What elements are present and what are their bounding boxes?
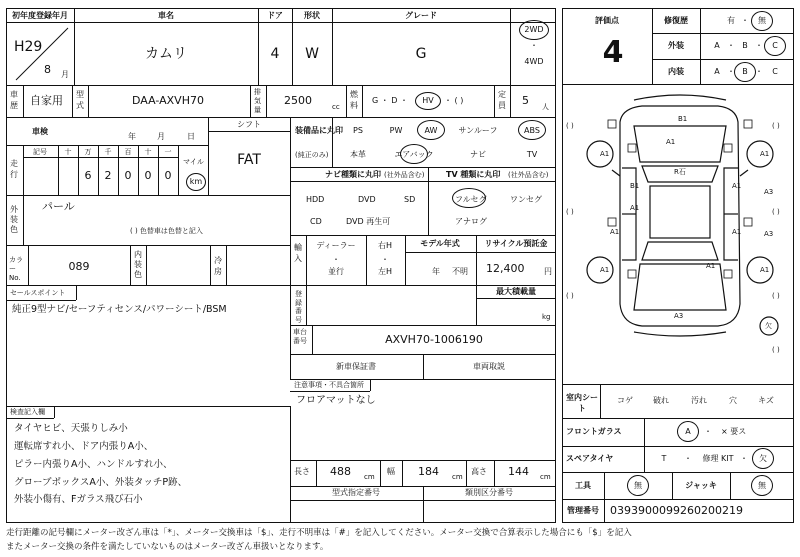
max-load-label: 最大積載量 <box>496 287 536 296</box>
management-label: 管理番号 <box>567 506 599 515</box>
sheet-tear: 破れ <box>653 396 669 405</box>
damage-mark: A1 <box>600 266 610 274</box>
drive-dot: ・ <box>530 41 538 50</box>
interior-color-label: 内装色 <box>134 250 142 279</box>
sheet-scratch: キズ <box>758 396 774 405</box>
width-value: 184 <box>418 465 439 478</box>
repair-sep: ・ <box>741 16 749 25</box>
reg-year: H29 <box>14 39 43 55</box>
score-label: 評価点 <box>595 16 619 25</box>
model-label: 型式 <box>76 90 84 110</box>
reg-month: 8 <box>44 63 51 76</box>
equipment-sublabel: (純正のみ) <box>295 151 329 159</box>
inspector-line: グローブボックスA小、外装タッチP跡、 <box>14 477 188 488</box>
mileage-digit: 0 <box>144 169 152 182</box>
inspection-month-unit: 月 <box>157 132 165 141</box>
sheet-hole: 穴 <box>729 396 737 405</box>
jack-label: ジャッキ <box>685 481 717 490</box>
windshield-option: × 要ス <box>721 427 747 436</box>
first-reg-label: 初年度登録年月 <box>12 11 68 20</box>
nav-cd: CD <box>310 217 322 226</box>
equip-aw: AW <box>424 126 438 135</box>
length-value: 488 <box>330 465 351 478</box>
type-designation-label: 型式指定番号 <box>332 488 380 497</box>
inspector-line: 外装小傷有、Fガラス飛び石小 <box>14 494 143 505</box>
damage-mark: A1 <box>630 204 640 212</box>
windshield-dot: ・ <box>704 427 712 436</box>
equip-pw: PW <box>389 126 403 135</box>
fuel-options: G ・ D ・ <box>372 96 408 105</box>
recycle-value: 12,400 <box>486 262 525 275</box>
color-label: 外装色 <box>10 205 18 234</box>
car-name-label: 車名 <box>158 11 174 20</box>
jack-none: 無 <box>758 481 766 490</box>
exterior-grade-a: A <box>714 41 720 50</box>
import-left-h: 左H <box>377 267 393 276</box>
exterior-label: 外装 <box>668 41 684 50</box>
recycle-label: リサイクル預託金 <box>484 239 548 248</box>
interior-grade-b: B <box>742 67 748 76</box>
capacity-unit: 人 <box>542 103 549 111</box>
damage-mark: A1 <box>732 182 742 190</box>
import-dealer: ディーラー <box>316 241 356 250</box>
interior-grade-a: A <box>714 67 720 76</box>
inspector-label: 検査記入欄 <box>10 408 45 416</box>
windshield-value: A <box>685 427 691 436</box>
model-year-unit: 年 <box>432 267 440 276</box>
shape-label: 形状 <box>304 11 320 20</box>
grade-sep: ・ <box>755 67 763 76</box>
digit-label-1: 一 <box>164 148 172 156</box>
repair-have: 有 <box>727 16 735 25</box>
repair-none: 無 <box>758 16 766 25</box>
nav-dvd-play: DVD 再生可 <box>346 217 391 226</box>
spare-tire-kit: 修理 KIT <box>702 454 734 463</box>
height-label: 高さ <box>471 467 487 476</box>
nav-sd: SD <box>404 195 416 204</box>
equip-ps: PS <box>353 126 363 135</box>
windshield-label: フロントガラス <box>566 427 622 436</box>
color-value: パール <box>42 200 75 213</box>
digit-label-100k: 十 <box>64 148 72 156</box>
damage-mark: A1 <box>610 228 620 236</box>
model-value: DAA-AXVH70 <box>132 94 204 107</box>
sales-points-value: 純正9型ナビ/セーフティセンス/パワーシート/BSM <box>12 304 227 315</box>
repair-label: 修復歴 <box>664 16 688 25</box>
repaint-note: ( ) 色替車は色替と記入 <box>130 227 203 235</box>
tv-label: TV 種類に丸印 <box>446 170 501 179</box>
nav-hdd: HDD <box>306 195 325 204</box>
mileage-digit: 0 <box>124 169 132 182</box>
ac-label: 冷房 <box>214 256 222 276</box>
usage-value: 自家用 <box>30 94 63 107</box>
fuel-label: 燃料 <box>350 90 358 110</box>
width-unit: cm <box>452 473 463 481</box>
svg-text:( ): ( ) <box>566 122 574 130</box>
car-name: カムリ <box>145 46 187 62</box>
digit-label-10: 十 <box>144 148 152 156</box>
damage-mark: A3 <box>674 312 684 320</box>
manual-label: 車両取説 <box>473 362 505 371</box>
tools-label: 工具 <box>575 481 591 490</box>
spare-tire-t: T <box>661 454 667 463</box>
management-value: 0393900099260200219 <box>610 504 743 517</box>
svg-text:( ): ( ) <box>772 346 780 354</box>
inspector-line: 運転席すれ小、ドア内張りA小、 <box>14 441 154 452</box>
tools-none: 無 <box>634 481 642 490</box>
drive-2wd: 2WD <box>524 25 544 34</box>
class-number-label: 類別区分番号 <box>465 488 513 497</box>
digit-label-10k: 万 <box>84 148 92 156</box>
body-shape: W <box>305 46 319 62</box>
height-unit: cm <box>540 473 551 481</box>
exterior-grade-c: C <box>772 41 778 50</box>
svg-text:( ): ( ) <box>772 122 780 130</box>
mileage-digit: 0 <box>164 169 172 182</box>
spare-tire-dot: ・ <box>684 454 692 463</box>
damage-mark: B1 <box>630 182 640 190</box>
damage-mark: 欠 <box>765 322 772 330</box>
import-right-h: 右H <box>377 241 393 250</box>
equip-navi: ナビ <box>470 150 486 159</box>
spare-tire-none: 欠 <box>759 454 767 463</box>
mileage-digit: 6 <box>84 169 92 182</box>
digit-label-100: 百 <box>124 148 132 156</box>
mileage-label: 走行 <box>10 159 18 179</box>
door-count: 4 <box>270 46 280 62</box>
spare-tire-dot-2: ・ <box>740 454 748 463</box>
displacement-label: 排気量 <box>254 88 261 114</box>
equip-sunroof: サンルーフ <box>458 126 498 135</box>
new-warranty-label: 新車保証書 <box>336 362 376 371</box>
digit-label-1k: 千 <box>104 148 112 156</box>
chassis-value: AXVH70-1006190 <box>385 333 483 346</box>
displacement-value: 2500 <box>284 94 312 107</box>
color-no-value: 089 <box>68 260 90 273</box>
grade-value: G <box>415 46 427 62</box>
nav-label-note: (社外品含む) <box>384 171 425 179</box>
damage-mark: B1 <box>678 115 688 123</box>
mileage-digit: 2 <box>104 169 112 182</box>
shift-label: シフト <box>237 120 261 129</box>
capacity-value: 5 <box>522 94 529 107</box>
door-label: ドア <box>267 11 283 20</box>
notes-value: フロアマットなし <box>296 395 376 406</box>
svg-text:( ): ( ) <box>566 292 574 300</box>
km-label: km <box>189 177 203 186</box>
interior-sheet-label: 室内シート <box>566 393 598 413</box>
chassis-label: 車台番号 <box>293 328 307 345</box>
max-load-unit: kg <box>542 313 551 321</box>
length-label: 長さ <box>294 467 310 476</box>
usage-label: 車歴 <box>10 90 18 110</box>
height-value: 144 <box>508 465 529 478</box>
svg-text:( ): ( ) <box>566 208 574 216</box>
nav-dvd: DVD <box>358 195 376 204</box>
nav-label: ナビ種類に丸印 <box>325 170 381 179</box>
sales-points-label: セールスポイント <box>10 289 66 297</box>
equip-airbag: エアバック <box>394 150 434 159</box>
tv-analog: アナログ <box>455 217 487 226</box>
shift-value: FAT <box>237 152 261 168</box>
interior-grade-c: C <box>772 67 778 76</box>
damage-mark: A1 <box>666 138 676 146</box>
car-damage-diagram <box>562 84 794 384</box>
equip-abs: ABS <box>524 126 540 135</box>
damage-mark: A1 <box>732 228 742 236</box>
sheet-stain: 汚れ <box>691 396 707 405</box>
drive-4wd: 4WD <box>524 57 544 66</box>
grade-sep: ・ <box>727 41 735 50</box>
svg-text:( ): ( ) <box>772 208 780 216</box>
fuel-other: ・ ( ) <box>444 96 464 105</box>
footer-line-1: 走行距離の記号欄にメーター改ざん車は「*」、メーター交換車は「$」、走行不明車は「#」を記入してください。メーター交換で合算表示した場合にも「$」を記入 <box>6 528 632 538</box>
spare-tire-label: スペアタイヤ <box>566 454 614 463</box>
inspector-line: タイヤヒビ、天張りしみ小 <box>14 423 128 434</box>
width-label: 幅 <box>387 467 395 476</box>
reg-no-label: 登録番号 <box>295 290 302 324</box>
capacity-label: 定員 <box>498 90 506 110</box>
damage-mark: A3 <box>764 230 774 238</box>
interior-label: 内装 <box>668 67 684 76</box>
inspection-day-unit: 日 <box>187 132 195 141</box>
footer-line-2: またメーター交換の条件を満たしていないものはメーター改ざん車扱いとなります。 <box>6 542 329 552</box>
cc-unit: cc <box>332 103 340 111</box>
import-parallel: 並行 <box>328 267 344 276</box>
import-dot-2: ・ <box>381 255 389 264</box>
tv-oneseg: ワンセグ <box>510 195 542 204</box>
mile-label: マイル <box>183 158 204 166</box>
sheet-burn: コゲ <box>617 396 633 405</box>
equip-leather: 本革 <box>350 150 366 159</box>
tv-label-note: (社外品含む) <box>508 171 549 179</box>
color-no-label: カラーNo. <box>9 256 23 282</box>
tv-fullseg: フルセグ <box>455 195 487 204</box>
damage-mark: A1 <box>600 150 610 158</box>
model-year-label: モデル年式 <box>420 239 460 248</box>
score-value: 4 <box>602 35 624 70</box>
import-label: 輸入 <box>294 243 302 263</box>
mileage-kigo-label: 記号 <box>33 148 47 156</box>
damage-mark: A1 <box>706 262 716 270</box>
model-year-value: 不明 <box>452 267 468 276</box>
grade-label: グレード <box>405 11 437 20</box>
notes-label: 注意事項・不具合箇所 <box>294 381 364 389</box>
fuel-hv: HV <box>422 96 434 105</box>
grade-sep: ・ <box>755 41 763 50</box>
grade-sep: ・ <box>727 67 735 76</box>
inspector-line: ピラー内張りA小、ハンドルすれ小、 <box>14 459 173 470</box>
inspection-label: 車検 <box>32 127 48 136</box>
damage-mark: R石 <box>674 168 686 176</box>
damage-mark: A3 <box>764 188 774 196</box>
damage-mark: A1 <box>760 266 770 274</box>
exterior-grade-b: B <box>742 41 748 50</box>
length-unit: cm <box>364 473 375 481</box>
svg-text:( ): ( ) <box>772 292 780 300</box>
equipment-label: 装備品に丸印 <box>295 126 343 135</box>
inspection-year-unit: 年 <box>128 132 136 141</box>
equip-tv: TV <box>526 150 538 159</box>
damage-mark: A1 <box>760 150 770 158</box>
recycle-unit: 円 <box>544 267 552 276</box>
import-dot: ・ <box>332 255 340 264</box>
reg-month-unit: 月 <box>61 70 69 79</box>
